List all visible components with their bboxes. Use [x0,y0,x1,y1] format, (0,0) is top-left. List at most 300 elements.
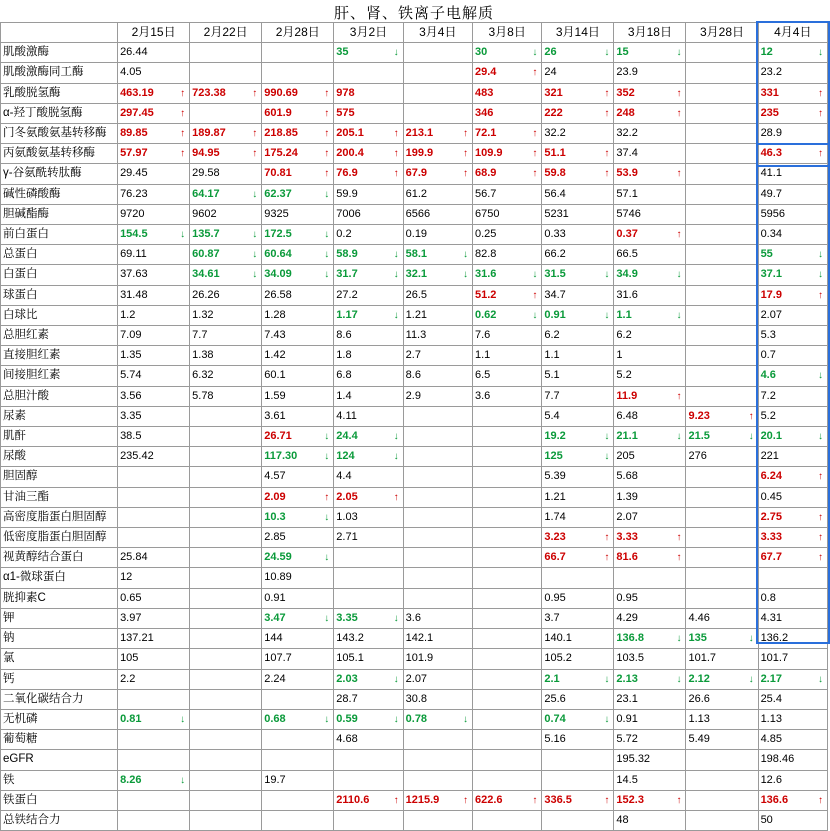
table-row [1,63,828,83]
result-cell [614,750,686,770]
result-value: 6.32 [192,369,214,382]
result-cell [262,528,334,548]
result-cell [686,669,758,689]
result-cell [118,689,190,709]
result-cell [403,386,472,406]
result-value: 7.7 [192,329,208,342]
arrow-down-icon: ↓ [604,673,610,685]
result-cell [262,204,334,224]
result-value: 3.33 [616,531,638,544]
result-value: 0.45 [760,490,782,503]
result-cell [262,669,334,689]
result-cell [686,447,758,467]
result-cell [542,265,614,285]
result-value: 105 [120,652,139,665]
result-value: 336.5 [544,793,572,806]
result-value: 622.6 [474,793,503,806]
result-value: 1.03 [336,510,358,523]
result-cell [472,265,541,285]
result-cell [542,326,614,346]
result-cell [334,225,403,245]
result-cell [758,204,827,224]
result-cell [262,507,334,527]
result-cell [262,386,334,406]
result-cell [262,164,334,184]
table-row [1,144,828,164]
result-cell [614,427,686,447]
result-value: 9720 [120,207,145,220]
result-cell [334,669,403,689]
table-row [1,204,828,224]
result-cell [190,386,262,406]
result-cell [262,649,334,669]
arrow-down-icon: ↓ [818,673,823,685]
result-value: 4.68 [336,733,358,746]
result-cell [614,669,686,689]
result-cell [262,245,334,265]
result-value: 26.58 [264,288,292,301]
result-cell [334,406,403,426]
result-cell [614,285,686,305]
result-value: 0.81 [120,712,142,725]
result-value: 152.3 [616,793,644,806]
column-header-date-9: 3月28日 [686,23,758,43]
result-cell [403,790,472,810]
result-cell [614,265,686,285]
arrow-up-icon: ↑ [324,148,330,160]
result-value: 66.7 [544,551,566,564]
result-value: 6.24 [760,470,782,483]
result-cell [472,568,541,588]
result-value: 0.7 [760,349,776,362]
result-cell [686,285,758,305]
arrow-up-icon: ↑ [532,289,538,301]
result-cell [262,810,334,830]
row-label: 尿素 [1,406,118,426]
result-cell [472,245,541,265]
result-value: 136.2 [760,632,789,645]
result-cell [758,124,827,144]
result-cell [190,507,262,527]
result-value: 50 [760,813,773,826]
arrow-down-icon: ↓ [462,269,468,281]
result-value: 26.26 [192,288,220,301]
result-cell [542,427,614,447]
result-cell [403,204,472,224]
result-value: 0.25 [474,228,497,241]
result-cell [118,366,190,386]
result-cell [403,689,472,709]
result-cell [118,265,190,285]
result-value: 221 [760,450,779,463]
result-value: 1.1 [616,308,632,321]
arrow-up-icon: ↑ [604,552,610,564]
result-value: 5.2 [616,369,632,382]
arrow-down-icon: ↓ [748,431,754,443]
lab-results-table [0,22,828,831]
result-cell [614,164,686,184]
result-value: 4.46 [688,611,710,624]
result-cell [542,346,614,366]
result-cell [190,265,262,285]
row-label: 丙氨酸氨基转移酶 [1,144,118,164]
result-cell [472,285,541,305]
result-cell [190,689,262,709]
result-value: 5.72 [616,733,638,746]
row-label: 肌酸激酶 [1,43,118,63]
result-cell [334,548,403,568]
result-value: 199.9 [405,147,434,160]
result-value: 31.6 [474,268,497,281]
result-cell [403,164,472,184]
result-value: 1.38 [192,349,214,362]
arrow-up-icon: ↑ [604,87,610,99]
result-cell [542,528,614,548]
result-cell [403,305,472,325]
result-value: 5.3 [760,329,776,342]
arrow-down-icon: ↓ [604,309,610,321]
arrow-down-icon: ↓ [818,249,823,261]
result-cell [190,245,262,265]
result-value: 51.2 [474,288,497,301]
result-value: 276 [688,450,707,463]
table-row [1,43,828,63]
result-value: 0.2 [336,228,352,241]
result-cell [614,204,686,224]
result-value: 463.19 [120,86,154,99]
row-label: 胱抑素C [1,588,118,608]
result-value: 5.16 [544,733,566,746]
table-row [1,750,828,770]
result-cell [614,83,686,103]
result-cell [472,467,541,487]
result-value: 8.6 [405,369,421,382]
result-value: 101.7 [688,652,717,665]
result-cell [118,447,190,467]
result-value: 7.7 [544,389,560,402]
table-header-row [1,23,828,43]
result-cell [614,507,686,527]
result-cell [686,608,758,628]
result-value: 4.31 [760,611,782,624]
result-value: 0.95 [616,591,638,604]
result-value: 23.1 [616,692,638,705]
arrow-down-icon: ↓ [393,431,399,443]
result-value: 48 [616,813,629,826]
result-cell [542,43,614,63]
result-cell [472,164,541,184]
result-value: 124 [336,450,355,463]
arrow-up-icon: ↑ [818,794,823,806]
result-cell [262,790,334,810]
result-value: 175.24 [264,147,298,160]
result-value: 66.5 [616,248,638,261]
result-cell [686,810,758,830]
table-row [1,83,828,103]
table-row [1,730,828,750]
result-value: 109.9 [474,147,503,160]
result-cell [542,366,614,386]
result-cell [262,184,334,204]
result-cell [118,730,190,750]
result-cell [403,43,472,63]
result-cell [758,346,827,366]
row-label: 低密度脂蛋白胆固醇 [1,528,118,548]
result-value: 0.19 [405,228,428,241]
result-cell [118,810,190,830]
result-cell [334,144,403,164]
result-value: 5746 [616,207,641,220]
row-label: 总铁结合力 [1,810,118,830]
result-cell [686,43,758,63]
table-row [1,346,828,366]
result-value: 2110.6 [336,793,370,806]
arrow-up-icon: ↑ [748,410,754,422]
result-cell [686,750,758,770]
result-cell [758,184,827,204]
arrow-up-icon: ↑ [532,168,538,180]
row-label: 总蛋白 [1,245,118,265]
column-header-date-6: 3月8日 [472,23,541,43]
result-value: 2.2 [120,672,136,685]
column-header-date-4: 3月2日 [334,23,403,43]
result-value: 70.81 [264,167,292,180]
arrow-down-icon: ↓ [604,431,610,443]
result-cell [262,487,334,507]
result-value: 103.5 [616,652,644,665]
result-cell [190,608,262,628]
result-value: 101.9 [405,652,434,665]
result-value: 5956 [760,207,786,220]
result-value: 144 [264,632,283,645]
result-cell [686,790,758,810]
result-cell [262,467,334,487]
result-value: 3.56 [120,389,142,402]
result-value: 142.1 [405,632,434,645]
result-cell [686,770,758,790]
result-cell [472,43,541,63]
result-cell [403,669,472,689]
column-header-date-7: 3月14日 [542,23,614,43]
result-cell [758,366,827,386]
result-value: 978 [336,86,355,99]
table-row [1,487,828,507]
result-cell [334,427,403,447]
result-value: 0.91 [544,308,566,321]
row-label: 直接胆红素 [1,346,118,366]
result-cell [758,225,827,245]
result-value: 24.4 [336,430,358,443]
table-row [1,164,828,184]
result-cell [472,709,541,729]
row-label: 无机磷 [1,709,118,729]
result-cell [542,810,614,830]
result-value: 3.6 [474,389,491,402]
result-cell [542,447,614,467]
table-row [1,568,828,588]
result-cell [190,427,262,447]
result-cell [686,568,758,588]
result-cell [614,184,686,204]
result-cell [403,528,472,548]
arrow-up-icon: ↑ [462,128,468,140]
result-cell [118,507,190,527]
result-cell [334,83,403,103]
result-cell [758,63,827,83]
result-cell [334,103,403,123]
result-cell [262,427,334,447]
result-value: 5231 [544,207,569,220]
result-value: 195.32 [616,753,651,766]
table-row [1,629,828,649]
result-value: 990.69 [264,86,298,99]
result-value: 200.4 [336,147,364,160]
result-cell [758,305,827,325]
result-value: 483 [474,86,494,99]
result-cell [190,184,262,204]
result-value: 0.95 [544,591,566,604]
result-value: 3.33 [760,531,782,544]
result-value: 59.9 [336,187,358,200]
result-cell [614,245,686,265]
row-label: α1-微球蛋白 [1,568,118,588]
arrow-up-icon: ↑ [324,128,330,140]
result-value: 6.2 [616,329,632,342]
result-cell [686,709,758,729]
result-value: 1.8 [336,349,352,362]
result-cell [472,770,541,790]
arrow-up-icon: ↑ [324,87,330,99]
result-cell [118,204,190,224]
result-cell [262,265,334,285]
result-value: 346 [474,106,494,119]
row-label: eGFR [1,750,118,770]
result-value: 7.2 [760,389,776,402]
result-value: 7.6 [474,329,491,342]
result-value: 81.6 [616,551,638,564]
table-row [1,225,828,245]
result-cell [190,730,262,750]
result-cell [403,427,472,447]
arrow-up-icon: ↑ [818,532,823,544]
result-cell [614,730,686,750]
result-value: 9602 [192,207,217,220]
arrow-down-icon: ↓ [676,431,682,443]
result-value: 1.42 [264,349,286,362]
result-cell [403,750,472,770]
result-cell [334,245,403,265]
result-value: 3.23 [544,531,566,544]
result-value: 31.6 [616,288,638,301]
result-value: 3.6 [405,611,421,624]
result-value: 20.1 [760,430,782,443]
result-cell [118,63,190,83]
result-cell [614,467,686,487]
result-value: 1.21 [544,490,566,503]
result-value: 172.5 [264,228,292,241]
result-value: 34.09 [264,268,292,281]
arrow-down-icon: ↓ [748,673,754,685]
result-cell [118,43,190,63]
result-cell [262,326,334,346]
result-cell [262,568,334,588]
result-cell [614,528,686,548]
result-value: 0.91 [616,712,638,725]
result-value: 34.7 [544,288,566,301]
result-cell [334,305,403,325]
result-cell [614,43,686,63]
result-value: 1.4 [336,389,352,402]
result-value: 0.65 [120,591,142,604]
result-cell [758,750,827,770]
table-row [1,427,828,447]
result-cell [758,669,827,689]
result-value: 222 [544,106,563,119]
result-cell [403,568,472,588]
result-value: 9.23 [688,409,710,422]
result-cell [614,649,686,669]
result-cell [403,366,472,386]
arrow-down-icon: ↓ [393,451,399,463]
result-cell [403,225,472,245]
row-label: 高密度脂蛋白胆固醇 [1,507,118,527]
arrow-down-icon: ↓ [818,431,823,443]
result-cell [334,629,403,649]
result-cell [614,386,686,406]
arrow-down-icon: ↓ [393,47,399,59]
arrow-up-icon: ↑ [676,552,682,564]
row-label: 肌酐 [1,427,118,447]
result-value: 25.4 [760,692,782,705]
result-cell [118,467,190,487]
result-value: 205.1 [336,127,364,140]
result-cell [686,103,758,123]
result-value: 1.2 [120,308,136,321]
result-value: 19.2 [544,430,566,443]
arrow-up-icon: ↑ [676,532,682,544]
result-cell [472,366,541,386]
arrow-up-icon: ↑ [604,148,610,160]
result-cell [334,124,403,144]
result-cell [403,810,472,830]
arrow-up-icon: ↑ [818,289,823,301]
row-label: 尿酸 [1,447,118,467]
result-value: 352 [616,86,635,99]
result-value: 58.9 [336,248,358,261]
result-cell [262,608,334,628]
result-cell [190,568,262,588]
column-header-date-8: 3月18日 [614,23,686,43]
result-value: 140.1 [544,632,572,645]
result-cell [472,608,541,628]
result-value: 331 [760,86,779,99]
row-label: 葡萄糖 [1,730,118,750]
result-cell [758,83,827,103]
result-cell [542,245,614,265]
result-value: 105.2 [544,652,572,665]
result-value: 5.74 [120,369,142,382]
arrow-up-icon: ↑ [818,552,823,564]
result-cell [334,649,403,669]
result-value: 76.23 [120,187,148,200]
result-cell [262,689,334,709]
result-cell [542,164,614,184]
arrow-up-icon: ↑ [180,128,186,140]
arrow-down-icon: ↓ [604,47,610,59]
result-cell [472,507,541,527]
result-value: 53.9 [616,167,638,180]
result-cell [334,770,403,790]
